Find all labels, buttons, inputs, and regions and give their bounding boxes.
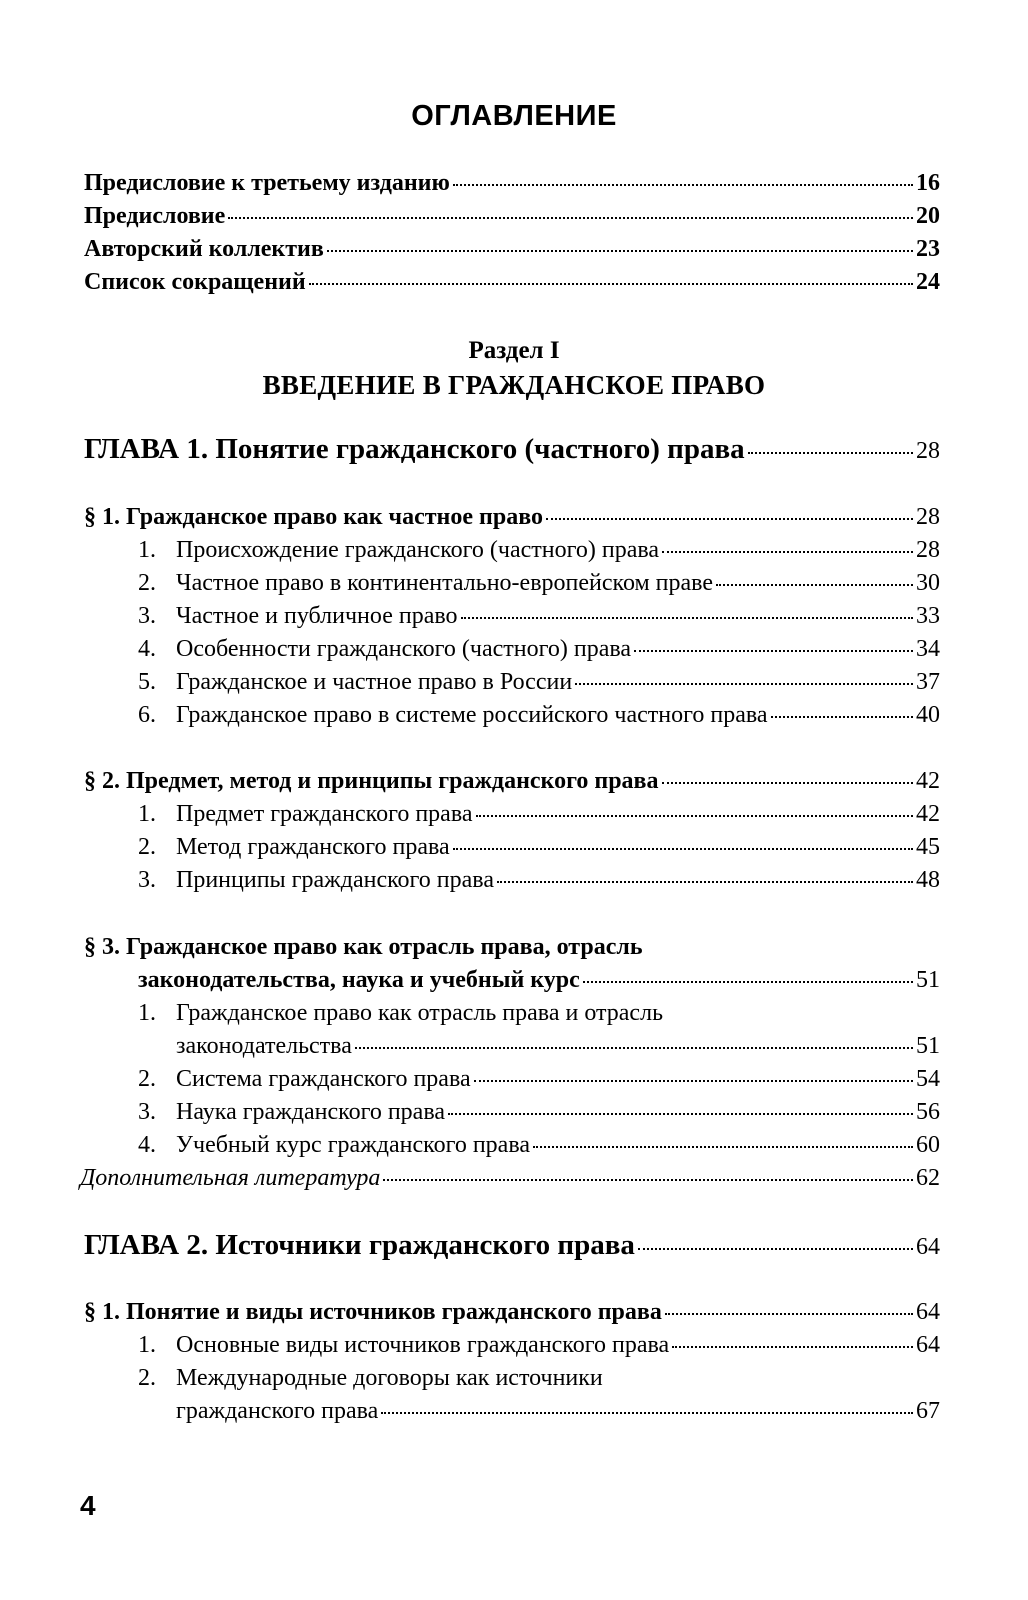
item-page: 56	[916, 1099, 940, 1125]
literature-entry[interactable]	[80, 1163, 940, 1193]
chapter-title: ГЛАВА 1. Понятие гражданского (частного) права	[84, 433, 745, 465]
paragraph-entry[interactable]	[138, 965, 940, 995]
item-page: 67	[916, 1398, 940, 1424]
item-page: 33	[916, 603, 940, 629]
toc-item[interactable]	[138, 700, 940, 730]
paragraph-title-line1[interactable]: § 3. Гражданское право как отрасль права, отрасль	[84, 934, 643, 960]
dot-leader	[327, 250, 913, 252]
item-page: 30	[916, 570, 940, 596]
item-title: Учебный курс гражданского права	[176, 1132, 530, 1158]
item-number: 2.	[138, 834, 156, 860]
item-title: Гражданское и частное право в России	[176, 669, 573, 695]
item-page: 48	[916, 867, 940, 893]
chapter-page: 64	[916, 1234, 940, 1260]
item-title-line1: Международные договоры как источники	[176, 1365, 603, 1391]
dot-leader	[533, 1146, 913, 1148]
dot-leader	[448, 1113, 913, 1115]
dot-leader	[672, 1346, 913, 1348]
toc-entry-page: 16	[916, 170, 940, 196]
dot-leader	[355, 1047, 913, 1049]
toc-item[interactable]	[138, 634, 940, 664]
paragraph-entry[interactable]	[84, 766, 940, 796]
dot-leader	[381, 1412, 913, 1414]
item-page: 34	[916, 636, 940, 662]
item-title-line1: Гражданское право как отрасль права и отрасль	[176, 1000, 664, 1026]
dot-leader	[497, 881, 913, 883]
item-title: Основные виды источников гражданского права	[176, 1332, 670, 1358]
item-number: 3.	[138, 1099, 156, 1125]
paragraph-title-line2: законодательства, наука и учебный курс	[138, 967, 580, 993]
dot-leader	[638, 1248, 913, 1250]
item-number: 6.	[138, 702, 156, 728]
dot-leader	[575, 683, 913, 685]
toc-item[interactable]	[138, 865, 940, 895]
item-number: 2.	[138, 570, 156, 596]
toc-item[interactable]	[138, 601, 940, 631]
dot-leader	[771, 716, 913, 718]
toc-item[interactable]	[138, 535, 940, 565]
item-page: 37	[916, 669, 940, 695]
item-number: 2.	[138, 1365, 156, 1391]
toc-item[interactable]	[138, 1097, 940, 1127]
dot-leader	[453, 184, 913, 186]
section-label: Раздел I	[468, 337, 560, 364]
item-title: Происхождение гражданского (частного) права	[176, 537, 660, 563]
toc-item[interactable]	[138, 1330, 940, 1360]
paragraph-title: § 1. Понятие и виды источников гражданского права	[84, 1299, 662, 1325]
item-number: 1.	[138, 1000, 156, 1026]
item-page: 42	[916, 801, 940, 827]
item-number: 4.	[138, 636, 156, 662]
toc-item[interactable]	[138, 799, 940, 829]
chapter-title: ГЛАВА 2. Источники гражданского права	[84, 1229, 635, 1261]
chapter-entry[interactable]	[84, 432, 940, 468]
item-title: Частное и публичное право	[176, 603, 458, 629]
toc-item-line2[interactable]	[176, 1031, 940, 1061]
toc-entry-page: 24	[916, 269, 940, 295]
paragraph-page: 64	[916, 1299, 940, 1325]
toc-item-line1[interactable]	[138, 998, 663, 1028]
dot-leader	[461, 617, 913, 619]
toc-entry-title: Авторский коллектив	[84, 236, 324, 262]
toc-item-line2[interactable]	[176, 1396, 940, 1426]
dot-leader	[748, 452, 913, 454]
item-title: Гражданское право в системе российского частного права	[176, 702, 768, 728]
dot-leader	[309, 283, 913, 285]
item-title: Предмет гражданского права	[176, 801, 473, 827]
toc-item-line1[interactable]	[138, 1363, 603, 1393]
toc-item[interactable]	[138, 667, 940, 697]
item-page: 54	[916, 1066, 940, 1092]
item-number: 2.	[138, 1066, 156, 1092]
paragraph-page: 42	[916, 768, 940, 794]
literature-title: Дополнительная литература	[80, 1165, 381, 1191]
dot-leader	[383, 1179, 913, 1181]
item-title: Частное право в континентально-европейском праве	[176, 570, 714, 596]
dot-leader	[453, 848, 913, 850]
dot-leader	[474, 1080, 913, 1082]
item-page: 64	[916, 1332, 940, 1358]
paragraph-title: § 2. Предмет, метод и принципы гражданского права	[84, 768, 659, 794]
item-number: 4.	[138, 1132, 156, 1158]
dot-leader	[665, 1313, 913, 1315]
page-number: 4	[80, 1490, 96, 1521]
dot-leader	[228, 217, 913, 219]
chapter-entry[interactable]	[84, 1228, 940, 1264]
item-number: 3.	[138, 603, 156, 629]
dot-leader	[476, 815, 914, 817]
toc-item[interactable]	[138, 1130, 940, 1160]
item-page: 45	[916, 834, 940, 860]
dot-leader	[662, 782, 914, 784]
paragraph-entry[interactable]	[84, 1297, 940, 1327]
paragraph-page: 28	[916, 504, 940, 530]
toc-entry[interactable]	[84, 234, 940, 264]
paragraph-page: 51	[916, 967, 940, 993]
toc-item[interactable]	[138, 832, 940, 862]
page-title: ОГЛАВЛЕНИЕ	[411, 100, 617, 132]
item-title: Особенности гражданского (частного) права	[176, 636, 632, 662]
item-number: 3.	[138, 867, 156, 893]
item-number: 1.	[138, 1332, 156, 1358]
toc-entry-page: 23	[916, 236, 940, 262]
toc-entry-title: Список сокращений	[84, 269, 306, 295]
dot-leader	[583, 981, 913, 983]
dot-leader	[546, 518, 913, 520]
toc-entry[interactable]	[84, 201, 940, 231]
toc-entry-title: Предисловие к третьему изданию	[84, 170, 450, 196]
item-title-line2: законодательства	[176, 1033, 352, 1059]
toc-entry[interactable]	[84, 168, 940, 198]
toc-entry[interactable]	[84, 267, 940, 297]
item-page: 40	[916, 702, 940, 728]
item-number: 1.	[138, 537, 156, 563]
item-page: 28	[916, 537, 940, 563]
toc-entry-page: 20	[916, 203, 940, 229]
item-number: 5.	[138, 669, 156, 695]
item-title-line2: гражданского права	[176, 1398, 379, 1424]
section-title: ВВЕДЕНИЕ В ГРАЖДАНСКОЕ ПРАВО	[262, 370, 766, 400]
dot-leader	[716, 584, 913, 586]
paragraph-title: § 1. Гражданское право как частное право	[84, 504, 543, 530]
paragraph-entry[interactable]	[84, 502, 940, 532]
toc-entry-title: Предисловие	[84, 203, 226, 229]
chapter-page: 28	[916, 438, 940, 464]
item-title: Метод гражданского права	[176, 834, 450, 860]
item-title: Принципы гражданского права	[176, 867, 494, 893]
item-number: 1.	[138, 801, 156, 827]
dot-leader	[634, 650, 913, 652]
item-page: 60	[916, 1132, 940, 1158]
item-title: Наука гражданского права	[176, 1099, 446, 1125]
toc-item[interactable]	[138, 568, 940, 598]
toc-item[interactable]	[138, 1064, 940, 1094]
literature-page: 62	[916, 1165, 940, 1191]
item-title: Система гражданского права	[176, 1066, 471, 1092]
dot-leader	[662, 551, 913, 553]
item-page: 51	[916, 1033, 940, 1059]
